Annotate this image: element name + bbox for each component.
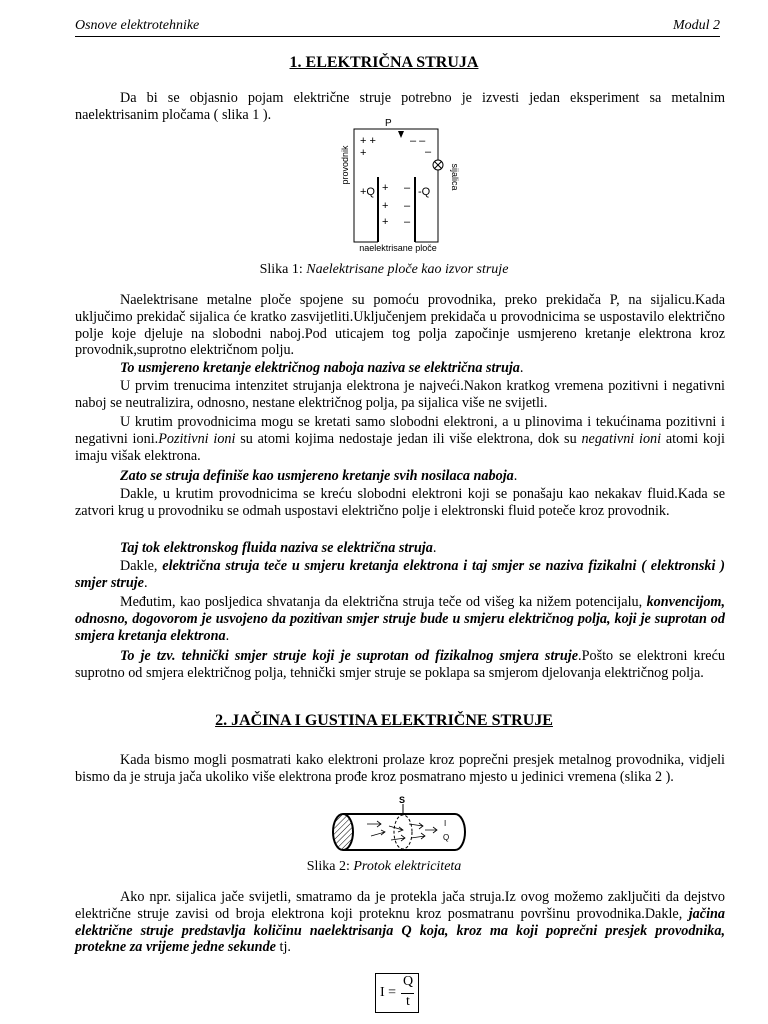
arrow-icon bbox=[371, 830, 385, 836]
minus-q-label: -Q bbox=[418, 186, 431, 198]
punctuation: . bbox=[513, 468, 518, 484]
definition-current: To usmjereno kretanje električnog naboja naziva se električna struja bbox=[120, 360, 520, 376]
conductor-cross-section bbox=[333, 814, 353, 850]
ions-text: su atomi kojima nedostaje jedan ili više elektrona, dok su bbox=[235, 430, 582, 447]
arrow-icon bbox=[367, 821, 381, 827]
electron-arrows bbox=[367, 821, 437, 841]
figure-1-caption bbox=[0, 262, 768, 279]
intensity-text: Ako npr. sijalica jače svijetli, smatramo da je protekla jača struja.Iz ovog možemo zaključiti da dejstvo električne struje zavisi od broja elektrona koji proteknu kroz posmatranu površinu provodnika.Dakle, bbox=[75, 889, 725, 922]
surface-s bbox=[394, 815, 412, 849]
page-header bbox=[75, 18, 720, 37]
arrow-icon bbox=[425, 827, 437, 833]
paragraph-intensity bbox=[75, 889, 725, 956]
wire-label: provodnik bbox=[340, 145, 350, 185]
ions-text: atomi koji imaju višak elektrona. bbox=[75, 430, 725, 464]
technical-direction-term: To je tzv. tehnički smjer struje koji je suprotan od fizikalnog smjera struje bbox=[120, 648, 579, 664]
direction-text: Dakle, bbox=[120, 558, 163, 574]
header-module: Modul 2 bbox=[672, 18, 720, 33]
paragraph-cross-section: Kada bismo mogli posmatrati kako elektroni prolaze kroz poprečni presjek metalnog provodnika, vidjeli bismo da je struja jača ukoliko više elektrona prođe kroz posmatrano mjesto u jedinici vremena (slika 2 ). bbox=[75, 752, 725, 785]
plus-charge-icon: + bbox=[382, 200, 389, 212]
paragraph-initial-moments: U prvim trenucima intenzitet strujanja elektrona je najveći.Nakon kratkog vremena pozitivni i negativni naboj se neutralizira, odnosno, nestane električnog polja, pa sijalica više ne svijetli. bbox=[75, 378, 725, 411]
punctuation: . bbox=[143, 574, 148, 591]
paragraph-convention bbox=[75, 594, 725, 644]
figure-1-charged-plates bbox=[340, 117, 460, 257]
caption-text: Protok elektriciteta bbox=[353, 859, 462, 874]
minus-charge-icon: – bbox=[404, 216, 411, 228]
current-label: I bbox=[444, 819, 447, 828]
arrow-icon bbox=[389, 826, 403, 832]
switch-label: P bbox=[385, 118, 392, 129]
caption-prefix: Slika 2: bbox=[306, 859, 354, 874]
plus-charge-icon: + bbox=[382, 216, 389, 228]
paragraph-definition bbox=[75, 360, 725, 377]
physical-direction-term: električna struja teče u smjeru kretanja elektrona i taj smjer se naziva fizikalni ( elektronski ) smjer struje bbox=[75, 558, 725, 591]
ions-text: U krutim provodnicima mogu se kretati samo slobodni elektroni, a u plinovima i tekućinama pozitivni i negativni ioni. bbox=[75, 414, 725, 447]
plus-charge-icon: + + bbox=[360, 135, 376, 147]
convention-term: konvencijom, odnosno, dogovorom je usvojeno da pozitivan smjer struje bude u smjeru električnog polja, koji je suprotan od smjera kretanja elektrona bbox=[75, 594, 725, 644]
section-1-title: 1. ELEKTRIČNA STRUJA bbox=[289, 54, 479, 71]
plus-charge-icon: + bbox=[360, 147, 367, 159]
punctuation: . bbox=[225, 627, 230, 644]
charge-label: Q bbox=[443, 833, 450, 842]
definition-flow: Taj tok elektronskog fluida naziva se električna struja bbox=[120, 540, 433, 556]
paragraph-technical-direction bbox=[75, 648, 725, 682]
plus-q-label: +Q bbox=[360, 186, 375, 198]
formula-lhs: I = bbox=[380, 985, 397, 1000]
intro-paragraph: Da bi se objasnio pojam električne struje potrebno je izvesti jedan eksperiment sa metalnim naelektrisanim pločama ( slika 1 ). bbox=[75, 90, 725, 123]
figure-2-caption bbox=[0, 859, 768, 876]
paragraph-circuit: Naelektrisane metalne ploče spojene su pomoću provodnika, preko prekidača P, na sijalicu.Kada uključimo prekidač sijalica će kratko zasvijetliti.Uključenjem prekidača u provodnicima se uspostavilo električno polje koje djeluje na slobodni naboj.Pod uticajem tog polja započinje usmjereno kretanje elektrona kroz provodnik,suprotno električnom polju. bbox=[75, 292, 725, 359]
figure-2-conductor bbox=[325, 792, 475, 854]
punctuation: . bbox=[432, 540, 437, 556]
negative-ions-term: negativni ioni bbox=[581, 430, 662, 447]
s-label: S bbox=[399, 795, 406, 805]
paragraph-definition-3 bbox=[75, 540, 725, 557]
switch-icon bbox=[398, 131, 404, 138]
caption-text: Naelektrisane ploče kao izvor struje bbox=[306, 262, 509, 277]
paragraph-ions bbox=[75, 414, 725, 464]
paragraph-definition-2 bbox=[75, 468, 725, 485]
minus-charge-icon: – bbox=[404, 200, 411, 212]
plus-charge-icon: + bbox=[382, 182, 389, 194]
punctuation: . bbox=[519, 360, 524, 376]
technical-direction-text: .Pošto se elektroni kreću suprotno od smjera električnog polja, tehnički smjer struje se poklapa sa smjerom djelovanja električnog polja. bbox=[75, 648, 725, 681]
intensity-definition: jačina električne struje predstavlja količinu naelektrisanja Q koja, kroz ma koji poprečni presjek provodnika, protekne za vrijeme jedne sekunde bbox=[75, 905, 725, 956]
section-2-title: 2. JAČINA I GUSTINA ELEKTRIČNE STRUJE bbox=[215, 712, 553, 729]
conductor-body bbox=[343, 814, 465, 850]
paragraph-physical-direction bbox=[75, 558, 725, 592]
minus-charge-icon: – bbox=[425, 146, 432, 158]
caption-prefix: Slika 1: bbox=[259, 262, 307, 277]
intensity-text: tj. bbox=[275, 939, 291, 956]
paragraph-fluid: Dakle, u krutim provodnicima se kreću slobodni elektroni koji se ponašaju kao nekakav fluid.Kada se zatvori krug u provodniku se odmah uspostavi električno polje i elektronski fluid poteče kroz provodnik. bbox=[75, 486, 725, 519]
current-formula bbox=[375, 973, 419, 1013]
positive-ions-term: Pozitivni ioni bbox=[158, 430, 236, 447]
minus-charge-icon: – bbox=[404, 182, 411, 194]
convention-text: Međutim, kao posljedica shvatanja da električna struja teče od višeg ka nižem potencijalu, bbox=[120, 594, 647, 610]
arrow-icon bbox=[391, 835, 405, 841]
definition-carriers: Zato se struja definiše kao usmjereno kretanje svih nosilaca naboja bbox=[120, 468, 514, 484]
formula-numerator: Q bbox=[403, 974, 414, 989]
plates-label: naelektrisane ploče bbox=[359, 243, 437, 253]
minus-charge-icon: – – bbox=[410, 135, 426, 147]
lamp-label: sijalica bbox=[450, 163, 460, 191]
arrow-icon bbox=[411, 833, 425, 839]
header-course-title: Osnove elektrotehnike bbox=[75, 18, 200, 33]
formula-denominator: t bbox=[406, 994, 410, 1009]
